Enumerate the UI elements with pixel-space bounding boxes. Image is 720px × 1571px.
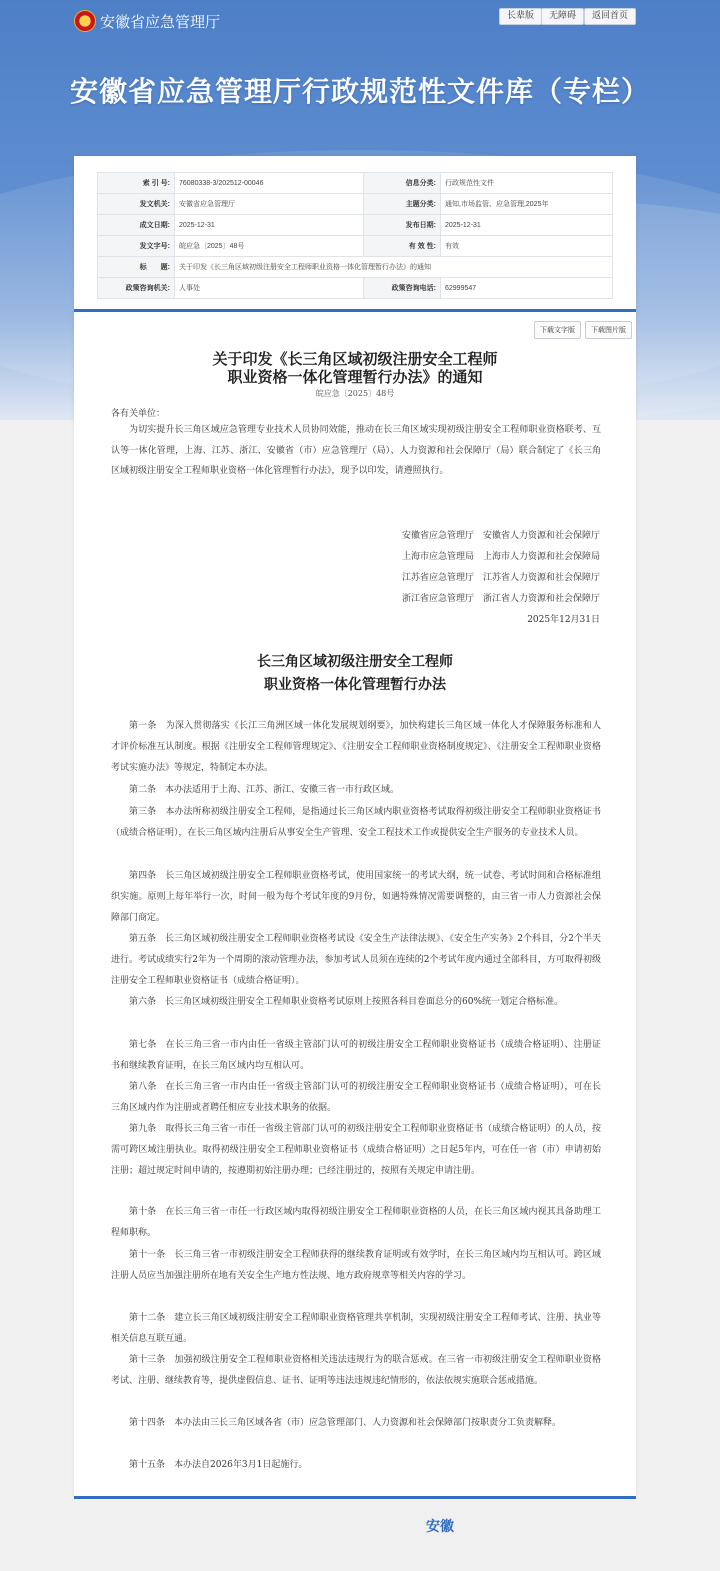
document-title-line: 职业资格一体化管理暂行办法》的通知	[227, 368, 483, 386]
article: 第六条 长三角区域初级注册安全工程师职业资格考试原则上按照各科目卷面总分的60%统一划定合格标准。	[129, 997, 564, 1007]
home-button[interactable]: 返回首页	[584, 8, 636, 25]
article: 第十二条 建立长三角区域初级注册安全工程师职业资格管理共享机制，实现初级注册安全工程师考试、注册、执业等相关信息互联互通。	[111, 1313, 601, 1344]
article: 第十三条 加强初级注册安全工程师职业资格相关违法违规行为的联合惩戒。在三省一市初级注册安全工程师职业资格考试、注册、继续教育等，提供虚假信息、证书、证明等违法违规违纪情形的，依法依规实施联合惩戒措施。	[111, 1355, 601, 1386]
article: 第十一条 长三角三省一市初级注册安全工程师获得的继续教育证明或有效学时，在长三角区域内均互相认可。跨区域注册人员应当加强注册所在地有关安全生产地方性法规、地方政府规章等相关内容的学习。	[111, 1250, 601, 1281]
article: 第十条 在长三角三省一市任一行政区域内取得初级注册安全工程师职业资格的人员，在长三角区域内视其具备助理工程师职称。	[111, 1207, 601, 1238]
article: 第七条 在长三角三省一市内由任一省级主管部门认可的初级注册安全工程师职业资格证书（成绩合格证明）、注册证书和继续教育证明，在长三角区域内均互相认可。	[111, 1040, 601, 1071]
article: 第九条 取得长三角三省一市任一省级主管部门认可的初级注册安全工程师职业资格证书（成绩合格证明）的人员，按需可跨区域注册执业。取得初级注册安全工程师职业资格证书（成绩合格证明）之日起5年内，可在任一省（市）申请初始注册；超过规定时间申请的，按遵期初始注册办理；已经注册过的，按照有关规定申请注册。	[111, 1124, 601, 1176]
meta-label: 政策咨询电话:	[364, 278, 441, 299]
meta-label: 政策咨询机关:	[98, 278, 175, 299]
meta-value: 行政规范性文件	[441, 173, 613, 194]
meta-label: 信息分类:	[364, 173, 441, 194]
meta-label: 主题分类:	[364, 194, 441, 215]
meta-value: 关于印发《长三角区域初级注册安全工程师职业资格一体化管理暂行办法》的通知	[175, 257, 613, 278]
download-text-button[interactable]: 下载文字版	[534, 321, 581, 339]
page-title: 安徽省应急管理厅行政规范性文件库（专栏）	[69, 75, 650, 108]
meta-label: 成文日期:	[98, 215, 175, 236]
meta-value: 有效	[441, 236, 613, 257]
article: 第八条 在长三角三省一市内由任一省级主管部门认可的初级注册安全工程师职业资格证书（成绩合格证明），可在长三角区域内作为注册或者聘任相应专业技术职务的依据。	[111, 1082, 601, 1113]
signing-date: 2025年12月31日	[527, 615, 600, 625]
article: 第十四条 本办法由三长三角区域各省（市）应急管理部门、人力资源和社会保障部门按职责分工负责解释。	[129, 1418, 562, 1428]
table-row	[98, 215, 613, 236]
site-name[interactable]: 安徽省应急管理厅	[100, 13, 221, 31]
document-card	[74, 156, 636, 1496]
document-title-line: 关于印发《长三角区域初级注册安全工程师	[212, 350, 498, 368]
table-row	[98, 194, 613, 215]
meta-label: 有 效 性:	[364, 236, 441, 257]
metadata-table	[97, 172, 613, 299]
signatory-line: 浙江省应急管理厅 浙江省人力资源和社会保障厅	[401, 594, 600, 604]
signatory-line: 江苏省应急管理厅 江苏省人力资源和社会保障厅	[401, 573, 600, 583]
meta-label: 发布日期:	[364, 215, 441, 236]
meta-value: 76080338-3/202512-00046	[175, 173, 364, 194]
article: 第二条 本办法适用于上海、江苏、浙江、安徽三省一市行政区域。	[129, 785, 400, 795]
meta-value: 人事处	[175, 278, 364, 299]
document-number: 皖应急〔2025〕48号	[315, 389, 395, 398]
meta-label: 标 题:	[98, 257, 175, 278]
divider	[74, 309, 636, 312]
meta-label: 发文字号:	[98, 236, 175, 257]
measures-title-line: 长三角区域初级注册安全工程师	[257, 654, 453, 670]
article: 第三条 本办法所称初级注册安全工程师，是指通过长三角区域内职业资格考试取得初级注册安全工程师职业资格证书（成绩合格证明），在长三角区域内注册后从事安全生产管理、安全工程技术工作或提供安全生产服务的专业技术人员。	[111, 807, 601, 838]
table-row	[98, 236, 613, 257]
table-row	[98, 257, 613, 278]
elder-mode-button[interactable]: 长辈版	[499, 8, 542, 25]
article: 第十五条 本办法自2026年3月1日起施行。	[129, 1460, 308, 1470]
meta-value: 2025-12-31	[175, 215, 364, 236]
meta-value: 2025-12-31	[441, 215, 613, 236]
accessibility-button[interactable]: 无障碍	[541, 8, 584, 25]
footer-divider	[74, 1496, 636, 1499]
signatory-line: 上海市应急管理局 上海市人力资源和社会保障局	[401, 552, 600, 562]
meta-value: 安徽省应急管理厅	[175, 194, 364, 215]
salutation: 各有关单位：	[111, 409, 166, 419]
download-image-button[interactable]: 下载图片版	[585, 321, 632, 339]
article: 第五条 长三角区域初级注册安全工程师职业资格考试设《安全生产法律法规》、《安全生产实务》2个科目，分2个半天进行。考试成绩实行2年为一个周期的滚动管理办法，参加考试人员须在连续的2个考试年度内通过全部科目，方可取得初级注册安全工程师职业资格证书（成绩合格证明）。	[111, 934, 601, 986]
article: 第一条 为深入贯彻落实《长江三角洲区域一体化发展规划纲要》，加快构建长三角区域一体化人才保障服务标准和人才评价标准互认制度。根据《注册安全工程师管理规定》、《注册安全工程师职业资格制度规定》、《注册安全工程师职业资格考试实施办法》等规定，特制定本办法。	[111, 721, 601, 773]
table-row	[98, 173, 613, 194]
national-emblem-icon	[74, 10, 96, 32]
meta-label: 发文机关:	[98, 194, 175, 215]
measures-title-line: 职业资格一体化管理暂行办法	[264, 677, 446, 693]
article: 第四条 长三角区域初级注册安全工程师职业资格考试，使用国家统一的考试大纲，统一试卷、考试时间和合格标准组织实施。原则上每年举行一次，时间一般为每个考试年度的9月份，如遇特殊情况需要调整的，由三省一市人力资源社会保障部门商定。	[111, 871, 601, 923]
signatory-line: 安徽省应急管理厅 安徽省人力资源和社会保障厅	[401, 531, 600, 541]
meta-value: 皖应急〔2025〕48号	[175, 236, 364, 257]
notice-paragraph: 为切实提升长三角区域应急管理专业技术人员协同效能，推动在长三角区域实现初级注册安全工程师职业资格联考、互认等一体化管理，上海、江苏、浙江、安徽省（市）应急管理厅（局）、人力资源和社会保障厅（局）联合制定了《长三角区域初级注册安全工程师职业资格一体化管理暂行办法》，现予以印发，请遵照执行。	[111, 425, 601, 476]
meta-value: 通知,市场监管、应急管理,2025年	[441, 194, 613, 215]
meta-label: 索 引 号:	[98, 173, 175, 194]
meta-value: 62999547	[441, 278, 613, 299]
footer-text: 安徽	[426, 1519, 454, 1535]
table-row	[98, 278, 613, 299]
